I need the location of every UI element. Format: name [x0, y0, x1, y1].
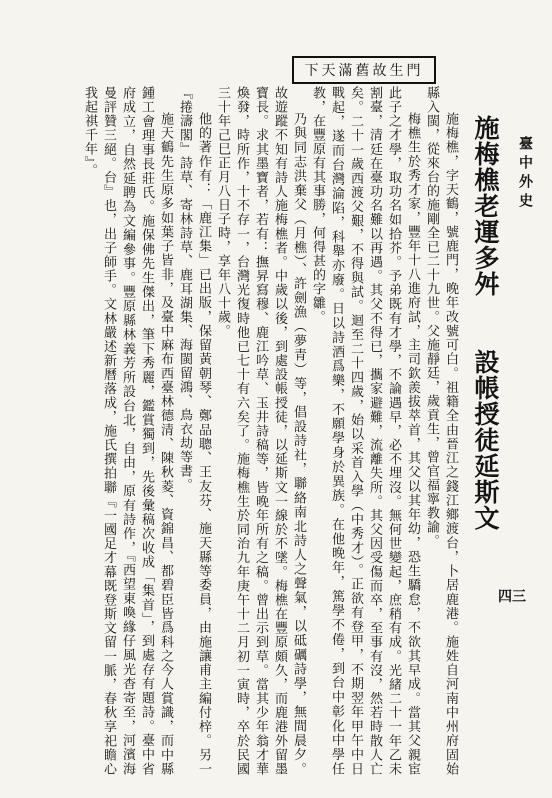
running-head: 臺中外史 [517, 136, 533, 212]
paragraph: 乃與同志洪棄父（月樵）、許劍漁（夢青）等，倡設詩社，聯絡南北詩人之聲氣，以砥礪詩學，無間晨夕。故遊蹤不知有詩人施梅樵者。中歲以後，到處設帳授徒，以延斯文一線於不墜。梅樵在豐原頗久，而鹿港外留墨寶長。求其墨寶者，若有：撫昇寫穆、鹿江吟草、玉井詩稿等，皆晚年所有之稿。曾出示到草。當其少年翁才華煥發，時所作，十不存一，台灣光復時他已七十有六矣了。施梅樵生於同治九年庚午十二月初一寅時，卒於民國三十年己巳正月八日子時，享年八十歲。 [215, 86, 306, 776]
title-main: 施梅樵老運多舛 [471, 115, 500, 297]
paragraph: 施梅樵，字天鶴，號鹿門，晚年改號可白。祖籍全由晉江之錢江鄉渡台，卜居鹿港。施姓自河南中州府固始縣入閩，從來台的施剛全已二十九世。父施靜廷，歲貢生，曾官福寧教諭。 [424, 86, 458, 776]
paragraph: 梅樵生於秀才家，豐年十八進府試，主司欽羨拔萃首，其父以其年幼，恐生驕怠，不欲其早成。當其父親宦此子之才學，取功名如拾芥。予弟既有才學，不論遇早，必不埋沒。無何世變起，庶稍有成。光緒二十一年乙未割臺，清廷在臺功名難以再遇。其父不得已，攜家避難，流離失所。其父因受傷而卒，至事有沒，然若時散人亡矣。二十一歲西渡父艱，不得與試。迴至二十四歲，始以采首入學（中秀才）。正欲有登甲，不期翌年甲午中日戰起，遂而台灣淪陷，科舉亦廢。日以詩酒爲樂，不願學身於異族。在他晚年，篤學不倦，到台中彰化中學任教，在豐原有其事勝，何得甚的字雛。 [310, 86, 420, 776]
paragraph: 他的著作有：「鹿江集」已出版，保留黃朝琴、鄭品聰、王友芬、施天縣等委員，由施讓甫主編付梓。另一『捲濤閣』詩草、寄林詩草、鹿耳湖集、海閩留鴻、鳥衣劫等書。 [177, 86, 211, 776]
page-number: 四三 [498, 589, 526, 605]
title-sub: 設帳授徒延斯文 [471, 349, 500, 531]
article-body [80, 86, 460, 776]
paragraph: 施天鶴先生原多如葉子皆非，及臺中麻布西臺林德清、陳秋菱、資錦昌、都碧臣皆爲科之今人賞識，而中縣鍾工會理事長莊氏。施保佛先生傑出，筆下秀麗，鑑賞獨到，先後彙稿次收成「集首」，到處存有題詩。臺中省府成立，自然延聘為文編參事。豐原縣林義芳所設台北，自由，原有詩作，『西望東喚緣仔風光杳寄至，河濱海曼評贊三絕。台』也，出子師手。文林嚴述新曆落成，施氏撰拍聯『一國足才幕既登斯文留一脈，春秋享祀瞻心我起祺千年』。 [82, 86, 173, 776]
article-title [473, 115, 498, 531]
section-banner: 下天滿舊故生門 [292, 56, 436, 84]
